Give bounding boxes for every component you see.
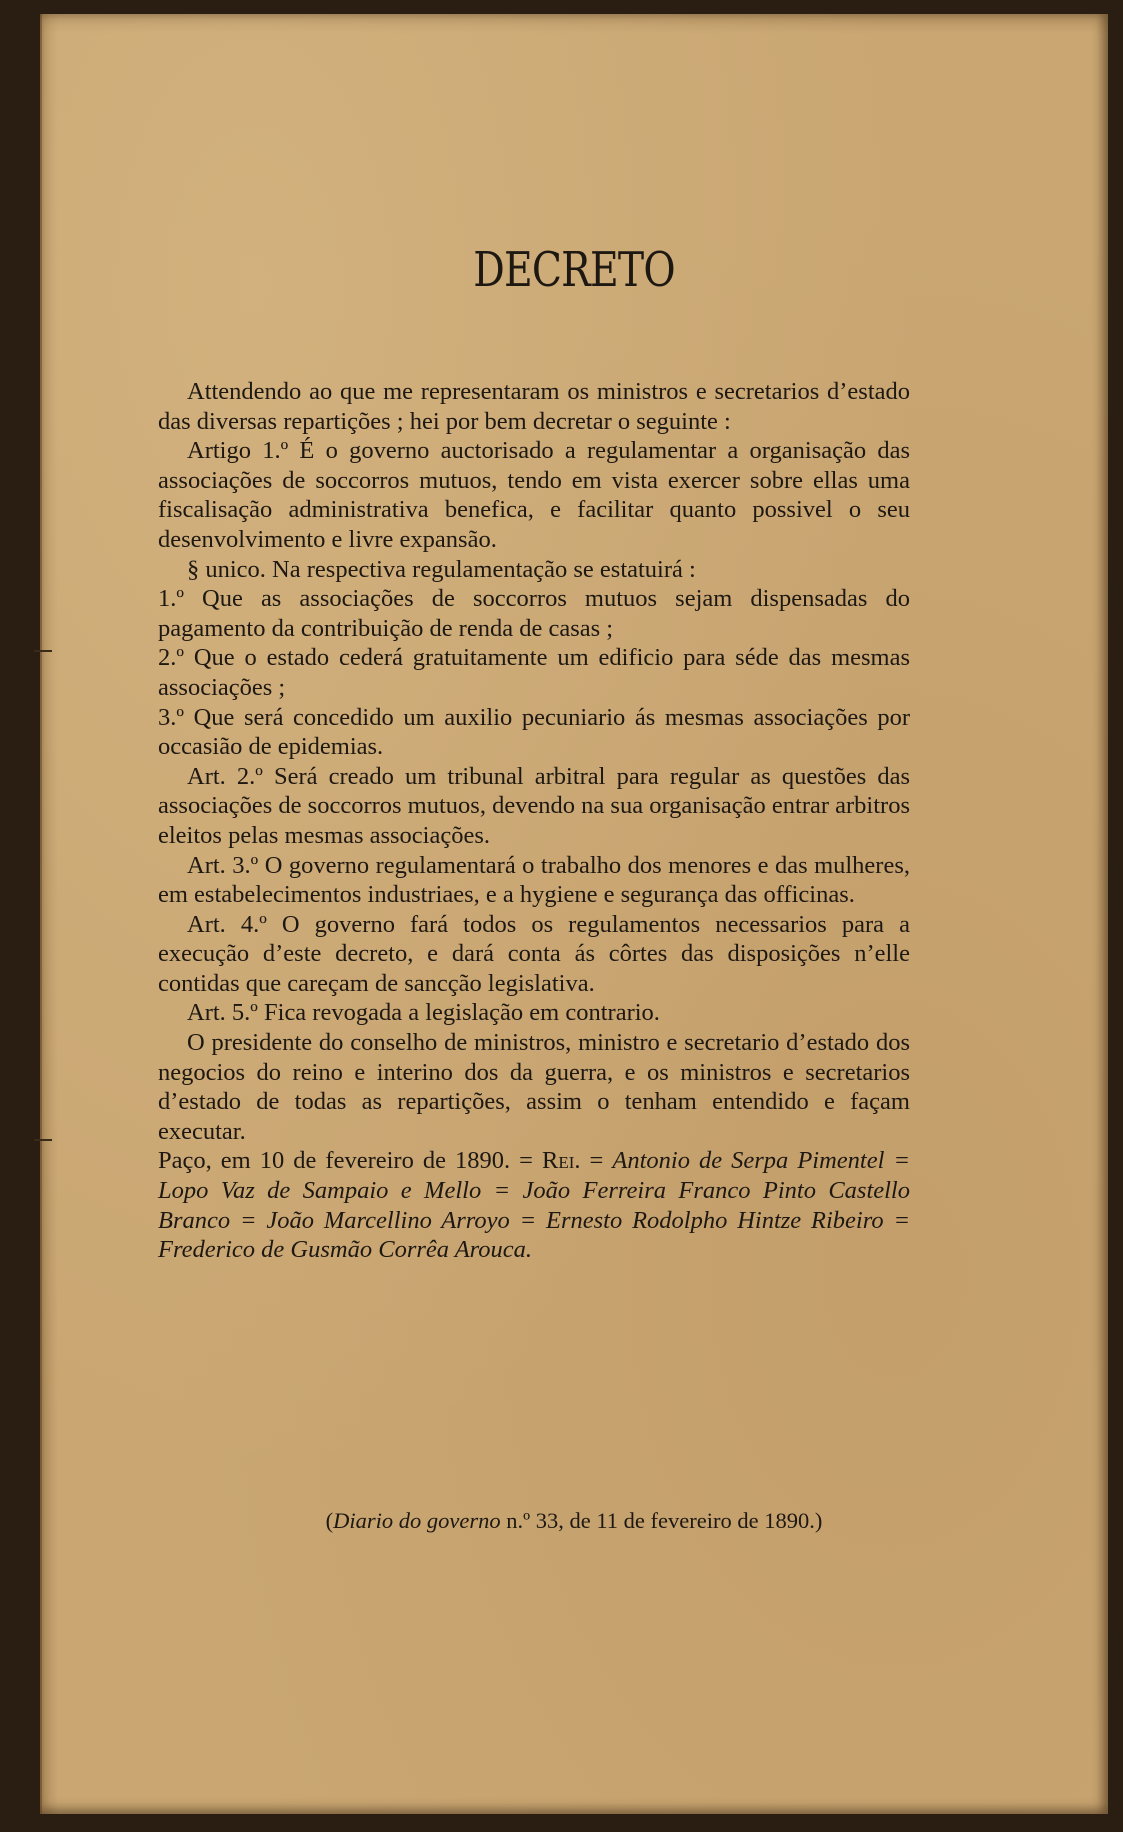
source-open-paren: ( bbox=[325, 1508, 334, 1533]
closing-signatories: Antonio de Serpa Pimentel = Lopo Vaz de Sampaio e Mello = João Ferreira Franco Pinto Castello Branco = João Marcellino Arroyo = Ernesto Rodolpho Hintze Ribeiro = Frederico de Gusmão Corrêa Arouca. bbox=[158, 1147, 910, 1264]
margin-tick-mark bbox=[34, 650, 52, 652]
paragraph-closing bbox=[158, 1146, 910, 1264]
paragraph-item-2: 2.º Que o estado cederá gratuitamente um edificio para séde das mesmas associações ; bbox=[158, 644, 910, 701]
paragraph-article-3: Art. 3.º O governo regulamentará o trabalho dos menores e das mulheres, em estabelecimentos industriaes, e a hygiene e segurança das officinas. bbox=[158, 851, 910, 909]
paragraph-item-3: 3.º Que será concedido um auxilio pecuniario ás mesmas associações por occasião de epidemias. bbox=[158, 703, 910, 761]
paragraph-article-2: Art. 2.º Será creado um tribunal arbitral para regular as questões das associações de soccorros mutuos, devendo na sua organisação entrar arbitros eleitos pelas mesmas associações. bbox=[158, 762, 910, 849]
closing-separator: = bbox=[580, 1147, 613, 1175]
paragraph-execution: O presidente do conselho de ministros, ministro e secretario d’estado dos negocios do reino e interino dos da guerra, e os ministros e secretarios d’estado de todas as repartições, assim o tenham entendido e façam executar. bbox=[158, 1029, 910, 1145]
paragraph-unico: § unico. Na respectiva regulamentação se estatuirá : bbox=[187, 555, 696, 583]
source-journal: Diario do governo bbox=[333, 1508, 501, 1533]
margin-tick-mark bbox=[34, 1139, 52, 1141]
closing-rei: Rei. bbox=[542, 1147, 581, 1175]
page-fold-line bbox=[40, 14, 42, 1814]
decree-body bbox=[158, 377, 910, 1265]
paragraph-preamble: Attendendo ao que me representaram os ministros e secretarios d’estado das diversas repartições ; hei por bem decretar o seguinte : bbox=[158, 378, 910, 435]
source-details: n.º 33, de 11 de fevereiro de 1890.) bbox=[500, 1508, 823, 1533]
paragraph-item-1: 1.º Que as associações de soccorros mutuos sejam dispensadas do pagamento da contribuição de renda de casas ; bbox=[158, 585, 910, 642]
closing-date: Paço, em 10 de fevereiro de 1890. = bbox=[158, 1147, 542, 1175]
source-citation bbox=[40, 1508, 1108, 1534]
paragraph-article-5: Art. 5.º Fica revogada a legislação em contrario. bbox=[187, 999, 660, 1027]
paragraph-article-4: Art. 4.º O governo fará todos os regulamentos necessarios para a execução d’este decreto, e dará conta ás côrtes das disposições n’elle contidas que careçam de sancção legislativa. bbox=[158, 910, 910, 997]
decree-title: DECRETO bbox=[473, 242, 675, 298]
paragraph-article-1: Artigo 1.º É o governo auctorisado a regulamentar a organisação das associações de soccorros mutuos, tendo em vista exercer sobre ellas uma fiscalisação administrativa benefica, e facilitar quanto possivel o seu desenvolvimento e livre expansão. bbox=[158, 437, 910, 553]
document-page bbox=[40, 14, 1108, 1814]
